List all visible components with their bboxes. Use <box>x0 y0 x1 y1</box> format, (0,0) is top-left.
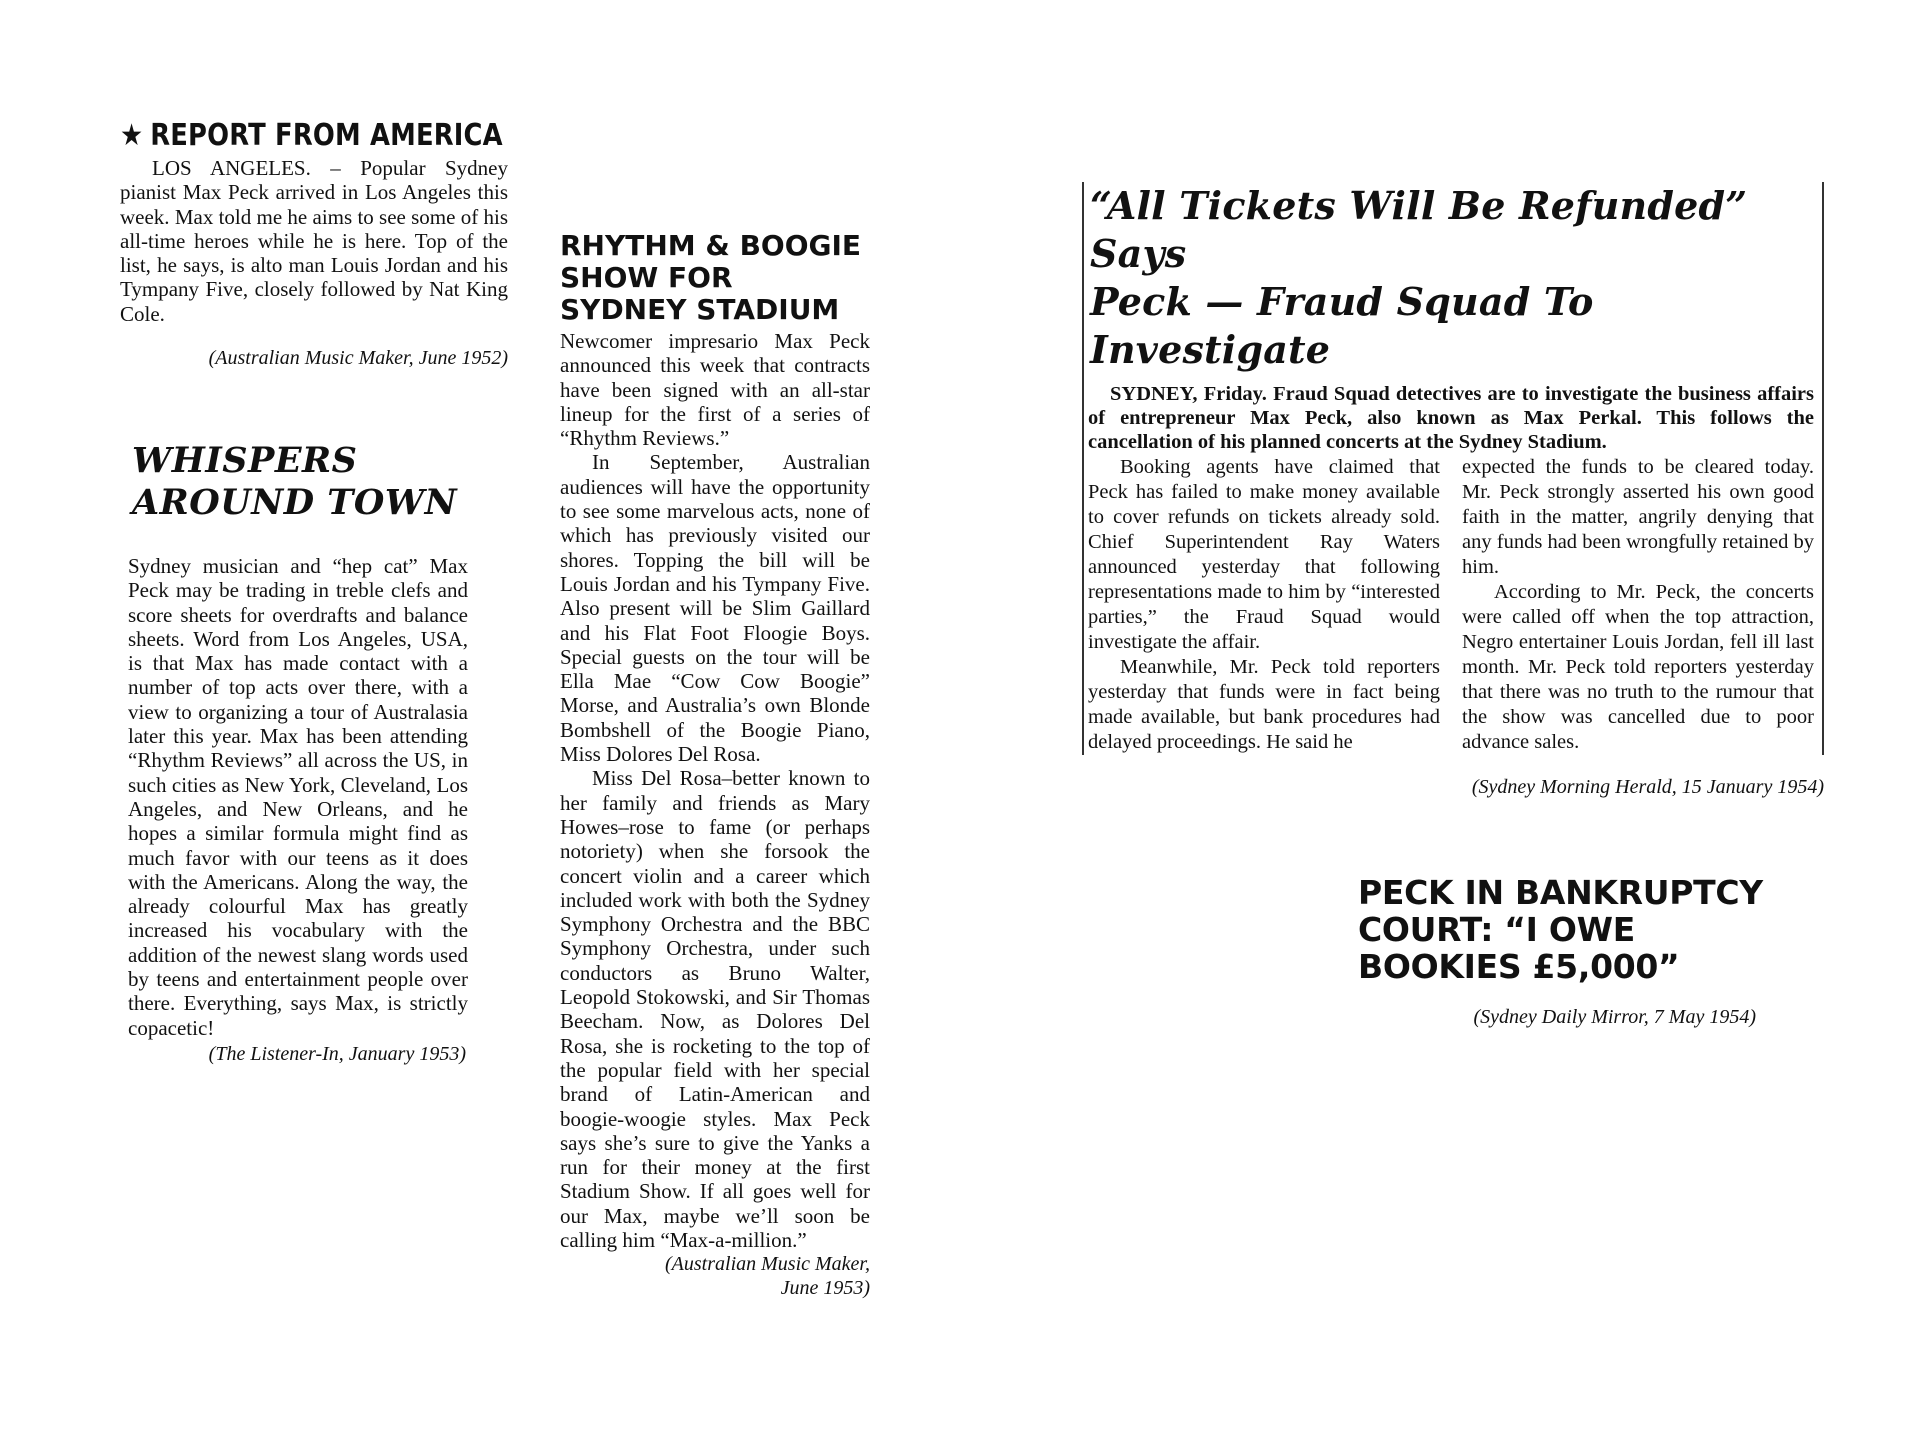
whispers-credit: (The Listener-In, January 1953) <box>208 1042 466 1065</box>
clipping-whispers-around-town <box>128 440 468 1066</box>
refund-heading-line1: “All Tickets Will Be Refunded” Says <box>1090 183 1748 276</box>
rhythm-credit-line1: (Australian Music Maker, <box>665 1253 870 1276</box>
rhythm-paragraph: Newcomer impresario Max Peck announced this week that contracts have been signed with an all-star lineup for the first of a series of “Rhythm Reviews.” <box>560 329 870 451</box>
refund-credit: (Sydney Morning Herald, 15 January 1954) <box>1471 776 1824 798</box>
refund-lede: SYDNEY, Friday. Fraud Squad detectives are to investigate the business affairs of entrepreneur Max Peck, also known as Max Perkal. This follows the cancellation of his planned concerts at the Sydney Stadium. <box>1088 383 1814 453</box>
rhythm-paragraph: In September, Australian audiences will have the opportunity to see some marvelous acts, none of which has previously visited our shores. Topping the bill will be Louis Jordan and his Tympany Five. Also present will be Slim Gaillard and his Flat Foot Floogie Boys. Special guests on the tour will be Ella Mae “Cow Cow Boogie” Morse, and Australia’s own Blonde Bombshell of the Boogie Piano, Miss Dolores Del Rosa. <box>560 450 870 767</box>
whispers-heading <box>128 440 468 524</box>
whispers-body: Sydney musician and “hep cat” Max Peck may be trading in treble clefs and score sheets for overdrafts and balance sheets. Word from Los Angeles, USA, is that Max has made contact with a number of top acts over there, with a view to organizing a tour of Australasia later this year. Max has been attending “Rhythm Reviews” all across the US, in such cities as New York, Cleveland, Los Angeles, and New Orleans, and he hopes a similar formula might find as much favor with our teens as it does with the Americans. Along the way, the already colourful Max has greatly increased his vocabulary with the addition of the newest slang words used by teens and entertainment people over there. Everything, says Max, is strictly copacetic! <box>128 554 468 1040</box>
whispers-heading-line1: WHISPERS <box>132 440 358 481</box>
whispers-heading-line2: AROUND TOWN <box>132 482 458 523</box>
bankrupt-heading-line1: PECK IN BANKRUPTCY <box>1358 873 1763 912</box>
rhythm-heading-line3: SYDNEY STADIUM <box>560 293 840 326</box>
clipping-tickets-refunded <box>1082 182 1824 799</box>
report-body: LOS ANGELES. – Popular Sydney pianist Max Peck arrived in Los Angeles this week. Max told me he aims to see some of his all-time heroes while he is here. Top of the list, he says, is alto man Louis Jordan and his Tympany Five, closely followed by Nat King Cole. <box>120 156 508 326</box>
clipping-rhythm-and-boogie <box>560 230 870 1300</box>
report-credit: (Australian Music Maker, June 1952) <box>208 347 508 370</box>
report-heading <box>120 118 503 154</box>
report-heading-text: REPORT FROM AMERICA <box>150 118 503 153</box>
rhythm-credit-line2: June 1953) <box>780 1277 870 1300</box>
refund-columns <box>1088 455 1814 755</box>
refund-paragraph: Meanwhile, Mr. Peck told reporters yesterday that funds were in fact being made available, but bank procedures had delayed proceedings. He said he <box>1088 656 1440 753</box>
clipping-report-from-america <box>120 118 508 370</box>
clipping-peck-in-bankruptcy <box>1358 874 1778 1029</box>
refund-paragraph: According to Mr. Peck, the concerts were called off when the top attraction, Negro entertainer Louis Jordan, fell ill last month. Mr. Peck told reporters yesterday that there was no truth to the rumour that the show was cancelled due to poor advance sales. <box>1462 581 1814 753</box>
rhythm-heading <box>560 230 870 326</box>
refund-paragraph: Booking agents have claimed that Peck has failed to make money available to cover refunds on tickets already sold. Chief Superintendent Ray Waters announced yesterday that following representations made to him by “interested parties,” the Fraud Squad would investigate the affair. <box>1088 456 1440 653</box>
bankrupt-credit: (Sydney Daily Mirror, 7 May 1954) <box>1473 1006 1756 1028</box>
bankrupt-heading <box>1358 874 1778 985</box>
refund-column-right <box>1462 455 1814 755</box>
rhythm-heading-line1: RHYTHM & BOOGIE <box>560 229 862 262</box>
refund-heading-line2: Peck — Fraud Squad To Investigate <box>1090 279 1594 372</box>
rhythm-paragraph: Miss Del Rosa–better known to her family and friends as Mary Howes–rose to fame (or perhaps notoriety) when she forsook the concert violin and a career which included work with both the Sydney Symphony Orchestra and the BBC Symphony Orchestra, under such conductors as Bruno Walter, Leopold Stokowski, and Sir Thomas Beecham. Now, as Dolores Del Rosa, she is rocketing to the top of the popular field with her special brand of Latin-American and boogie-woogie styles. Max Peck says she’s sure to give the Yanks a run for their money at the first Stadium Show. If all goes well for our Max, maybe we’ll soon be calling him “Max-a-million.” <box>560 766 870 1252</box>
refund-frame <box>1082 182 1824 755</box>
star-icon: ★ <box>120 118 144 153</box>
rhythm-heading-line2: SHOW FOR <box>560 261 733 294</box>
bankrupt-heading-line2: COURT: “I OWE <box>1358 910 1635 949</box>
refund-paragraph: expected the funds to be cleared today. Mr. Peck strongly asserted his own good faith in the matter, angrily denying that any funds had been wrongfully retained by him. <box>1462 456 1814 578</box>
refund-column-left <box>1088 455 1440 755</box>
refund-heading <box>1088 182 1814 374</box>
bankrupt-heading-line3: BOOKIES £5,000” <box>1358 947 1680 986</box>
